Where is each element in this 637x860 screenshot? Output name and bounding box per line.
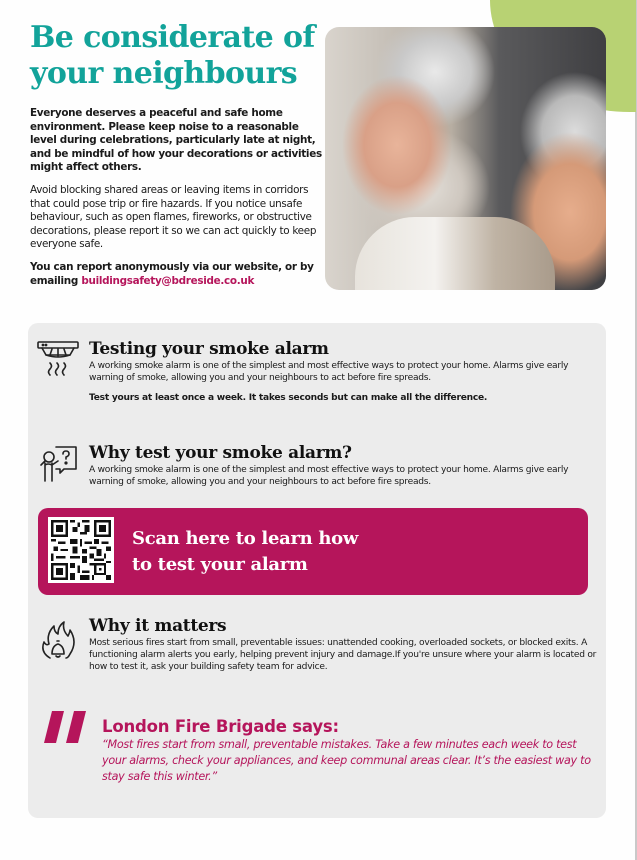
section-emphasis: Test yours at least once a week. It takes seconds but can make all the difference. bbox=[89, 393, 488, 404]
section-text: Most serious fires start from small, preventable issues: unattended cooking, overloaded sockets, or blocked exits. A functioning alarm alerts you early, helping prevent injury and damage.If you're unsure where your alarm is located or how to test it, ask your building safety team for advice. bbox=[89, 638, 597, 673]
fire-bell-icon bbox=[36, 618, 80, 662]
smoke-alarm-icon bbox=[36, 339, 80, 383]
banner-line2: to test your alarm bbox=[132, 554, 308, 575]
photo-detail bbox=[355, 217, 555, 290]
page-title-line1: Be considerate of bbox=[30, 20, 315, 55]
section-text: A working smoke alarm is one of the simplest and most effective ways to protect your home. Alarms give early warning of smoke, allowing you and your neighbours to act before fire spreads. bbox=[89, 465, 569, 488]
section-text: A working smoke alarm is one of the simplest and most effective ways to protect your home. Alarms give early warning of smoke, allowing you and your neighbours to act before fire spreads. bbox=[89, 361, 569, 384]
quote-text: “Most fires start from small, preventable mistakes. Take a few minutes each week to test your alarms, check your appliances, and keep communal areas clear. It’s the easiest way to stay safe this winter.” bbox=[102, 738, 591, 783]
email-link[interactable]: buildingsafety@bdreside.co.uk bbox=[81, 274, 255, 287]
quote-heading: London Fire Brigade says: bbox=[102, 717, 339, 736]
section-why-test bbox=[28, 443, 606, 493]
intro-paragraph-1: Everyone deserves a peaceful and safe home environment. Please keep noise to a reasonable level during celebrations, particularly late at night, and be mindful of how your decorations or activities might affect others. bbox=[30, 107, 322, 174]
smoke-alarm-info-panel bbox=[28, 323, 606, 818]
intro-paragraph-2: Avoid blocking shared areas or leaving items in corridors that could pose trip or fire hazards. If you notice unsafe behaviour, such as open flames, fireworks, or obstructive decorations, please report it so we can act quickly to keep everyone safe. bbox=[30, 183, 317, 251]
qr-banner[interactable] bbox=[38, 508, 588, 595]
quote-mark-icon bbox=[44, 711, 90, 751]
section-title: Why it matters bbox=[89, 616, 227, 636]
intro-text bbox=[30, 107, 322, 297]
section-body bbox=[89, 637, 599, 682]
question-person-icon bbox=[36, 443, 80, 487]
report-paragraph bbox=[30, 261, 322, 288]
section-title: Testing your smoke alarm bbox=[89, 339, 329, 359]
section-why-it-matters bbox=[28, 616, 606, 686]
banner-line1: Scan here to learn how bbox=[132, 528, 359, 549]
section-testing bbox=[28, 339, 606, 419]
qr-code-image[interactable] bbox=[48, 517, 114, 583]
page-title-line2: your neighbours bbox=[30, 56, 298, 91]
section-body bbox=[89, 464, 599, 496]
section-body bbox=[89, 360, 599, 413]
page-title bbox=[30, 20, 315, 92]
report-text: You can report anonymously via our website, or by emailing bbox=[30, 260, 314, 287]
section-title: Why test your smoke alarm? bbox=[89, 443, 352, 463]
banner-text bbox=[132, 526, 432, 578]
couple-photo bbox=[325, 27, 606, 290]
